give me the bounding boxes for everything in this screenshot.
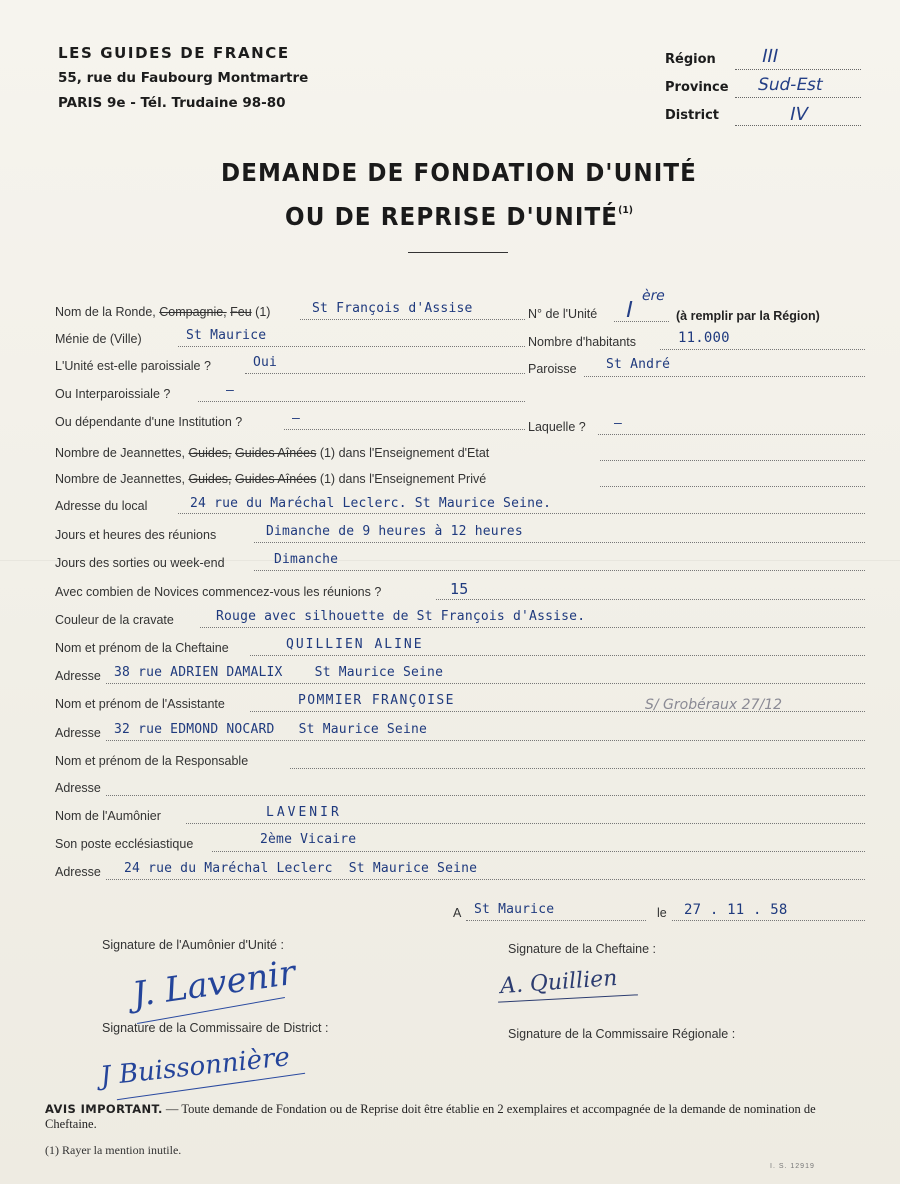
district-value: IV [787, 104, 810, 125]
unit-no-sup: ère [640, 288, 667, 304]
novices-value: 15 [450, 580, 469, 598]
title-note-mark: (1) [618, 205, 633, 216]
ronde-label-a: Nom de la Ronde, [55, 305, 156, 319]
province-line [735, 96, 861, 98]
assistante-value: POMMIER FRANÇOISE [298, 693, 455, 708]
cravate-label: Couleur de la cravate [55, 613, 174, 627]
interparoissiale-value: — [226, 383, 235, 398]
menie-dots [178, 346, 525, 347]
avis-important [45, 1102, 865, 1132]
date-dots [672, 920, 865, 921]
paroissiale-dots [245, 373, 525, 374]
etat-label-strike1: Guides, [188, 446, 232, 460]
date-value: 27 . 11 . 58 [684, 902, 788, 918]
place-value: St Maurice [474, 902, 555, 917]
ronde-dots [300, 319, 525, 320]
prive-label-a: Nombre de Jeannettes, [55, 472, 185, 486]
district-label: District [665, 108, 719, 123]
ronde-label-b: (1) [255, 305, 271, 319]
responsable-addr-label: Adresse [55, 781, 101, 795]
local-dots [178, 513, 865, 514]
laquelle-dots [598, 434, 865, 435]
prive-label-strike1: Guides, [188, 472, 232, 486]
assistante-addr-value: 32 rue EDMOND NOCARD St Maurice Seine [114, 722, 428, 737]
poste-dots [212, 851, 865, 852]
reunions-dots [254, 542, 865, 543]
cheftaine-addr-dots [106, 683, 865, 684]
province-value: Sud-Est [755, 75, 825, 95]
laquelle-label: Laquelle ? [528, 420, 586, 434]
assistante-addr-label: Adresse [55, 726, 101, 740]
aumonier-value: LAVENIR [266, 805, 342, 820]
ronde-label [55, 305, 270, 319]
local-label: Adresse du local [55, 499, 148, 513]
institution-dots [284, 429, 525, 430]
org-name: LES GUIDES DE FRANCE [58, 44, 290, 62]
ronde-label-strike1: Compagnie, [159, 305, 227, 319]
sig-commissaire-regionale-label: Signature de la Commissaire Régionale : [508, 1027, 736, 1041]
habitants-value: 11.000 [678, 330, 730, 346]
menie-label: Ménie de (Ville) [55, 332, 142, 346]
org-city-tel: PARIS 9e - Tél. Trudaine 98-80 [58, 95, 286, 111]
place-label: A [453, 906, 462, 920]
interparoissiale-label: Ou Interparoissiale ? [55, 387, 171, 401]
avis-title: AVIS IMPORTANT. [45, 1102, 163, 1116]
paroisse-value: St André [606, 357, 671, 372]
etat-label-a: Nombre de Jeannettes, [55, 446, 185, 460]
cheftaine-label: Nom et prénom de la Cheftaine [55, 641, 229, 655]
poste-value: 2ème Vicaire [260, 832, 357, 847]
assistante-addr-dots [106, 740, 865, 741]
menie-value: St Maurice [186, 328, 267, 343]
etat-dots [600, 460, 865, 461]
novices-label: Avec combien de Novices commencez-vous les réunions ? [55, 585, 382, 599]
aumonier-dots [186, 823, 865, 824]
title-rule [408, 252, 508, 253]
responsable-label: Nom et prénom de la Responsable [55, 754, 249, 768]
etat-label-b: (1) dans l'Enseignement d'Etat [319, 446, 490, 460]
laquelle-value: — [614, 416, 623, 431]
sig-cheftaine: A. Quillien [499, 965, 619, 1000]
ronde-label-strike2: Feu [230, 305, 252, 319]
paroissiale-value: Oui [253, 355, 278, 370]
sorties-label: Jours des sorties ou week-end [55, 556, 225, 570]
institution-label: Ou dépendante d'une Institution ? [55, 415, 243, 429]
province-label: Province [665, 80, 729, 95]
region-value: III [759, 46, 781, 67]
aumonier-addr-label: Adresse [55, 865, 101, 879]
prive-label-b: (1) dans l'Enseignement Privé [319, 472, 487, 486]
sig-commissaire-district-label: Signature de la Commissaire de District : [102, 1021, 329, 1035]
local-value: 24 rue du Maréchal Leclerc. St Maurice Seine. [190, 496, 552, 511]
cheftaine-addr-value: 38 rue ADRIEN DAMALIX St Maurice Seine [114, 665, 444, 680]
cravate-dots [200, 627, 865, 628]
novices-dots [436, 599, 865, 600]
footnote: (1) Rayer la mention inutile. [45, 1143, 182, 1157]
habitants-label: Nombre d'habitants [528, 335, 637, 349]
cheftaine-addr-label: Adresse [55, 669, 101, 683]
region-label: Région [665, 52, 716, 67]
print-reference: I. S. 12919 [770, 1163, 815, 1170]
etat-label [55, 446, 489, 460]
org-address: 55, rue du Faubourg Montmartre [58, 70, 309, 86]
responsable-dots [290, 768, 865, 769]
sorties-dots [254, 570, 865, 571]
aumonier-addr-dots [106, 879, 865, 880]
interparoissiale-dots [198, 401, 525, 402]
cravate-value: Rouge avec silhouette de St François d'Assise. [216, 609, 586, 624]
aumonier-label: Nom de l'Aumônier [55, 809, 161, 823]
avis-text: — Toute demande de Fondation ou de Reprise doit être établie en 2 exemplaires et accompagnée de la demande de nomination de Cheftaine. [45, 1102, 816, 1131]
sig-commissaire-district: J Buissonnière [98, 1042, 292, 1092]
paroisse-dots [584, 376, 865, 377]
paroissiale-label: L'Unité est-elle paroissiale ? [55, 359, 211, 373]
sorties-value: Dimanche [274, 552, 339, 567]
unit-no-label: N° de l'Unité [528, 307, 598, 321]
title-line2 [37, 202, 882, 231]
prive-label-strike2: Guides Aînées [235, 472, 317, 486]
habitants-dots [660, 349, 865, 350]
assistante-label: Nom et prénom de l'Assistante [55, 697, 225, 711]
paroisse-label: Paroisse [528, 362, 577, 376]
ronde-value: St François d'Assise [312, 301, 473, 316]
assistante-note: S/ Grobéraux 27/12 [645, 697, 783, 713]
reunions-label: Jours et heures des réunions [55, 528, 217, 542]
unit-no-note: (à remplir par la Région) [676, 309, 820, 323]
cheftaine-value: QUILLIEN ALINE [286, 637, 424, 652]
poste-label: Son poste ecclésiastique [55, 837, 194, 851]
responsable-addr-dots [106, 795, 865, 796]
unit-no-dots [614, 321, 669, 322]
institution-value: — [292, 411, 301, 426]
prive-dots [600, 486, 865, 487]
date-label: le [657, 906, 667, 920]
prive-label [55, 472, 486, 486]
unit-no-value: I [623, 298, 636, 323]
title-line2-text: OU DE REPRISE D'UNITÉ [285, 202, 619, 231]
aumonier-addr-value: 24 rue du Maréchal Leclerc St Maurice Seine [124, 861, 478, 876]
sig-aumonier: J. Lavenir [130, 952, 298, 1016]
region-line [735, 68, 861, 70]
sig-aumonier-label: Signature de l'Aumônier d'Unité : [102, 938, 284, 952]
cheftaine-dots [250, 655, 865, 656]
title-line1: DEMANDE DE FONDATION D'UNITÉ [221, 158, 697, 187]
place-dots [466, 920, 646, 921]
sig-cheftaine-label: Signature de la Cheftaine : [508, 942, 657, 956]
etat-label-strike2: Guides Aînées [235, 446, 317, 460]
reunions-value: Dimanche de 9 heures à 12 heures [266, 524, 523, 539]
